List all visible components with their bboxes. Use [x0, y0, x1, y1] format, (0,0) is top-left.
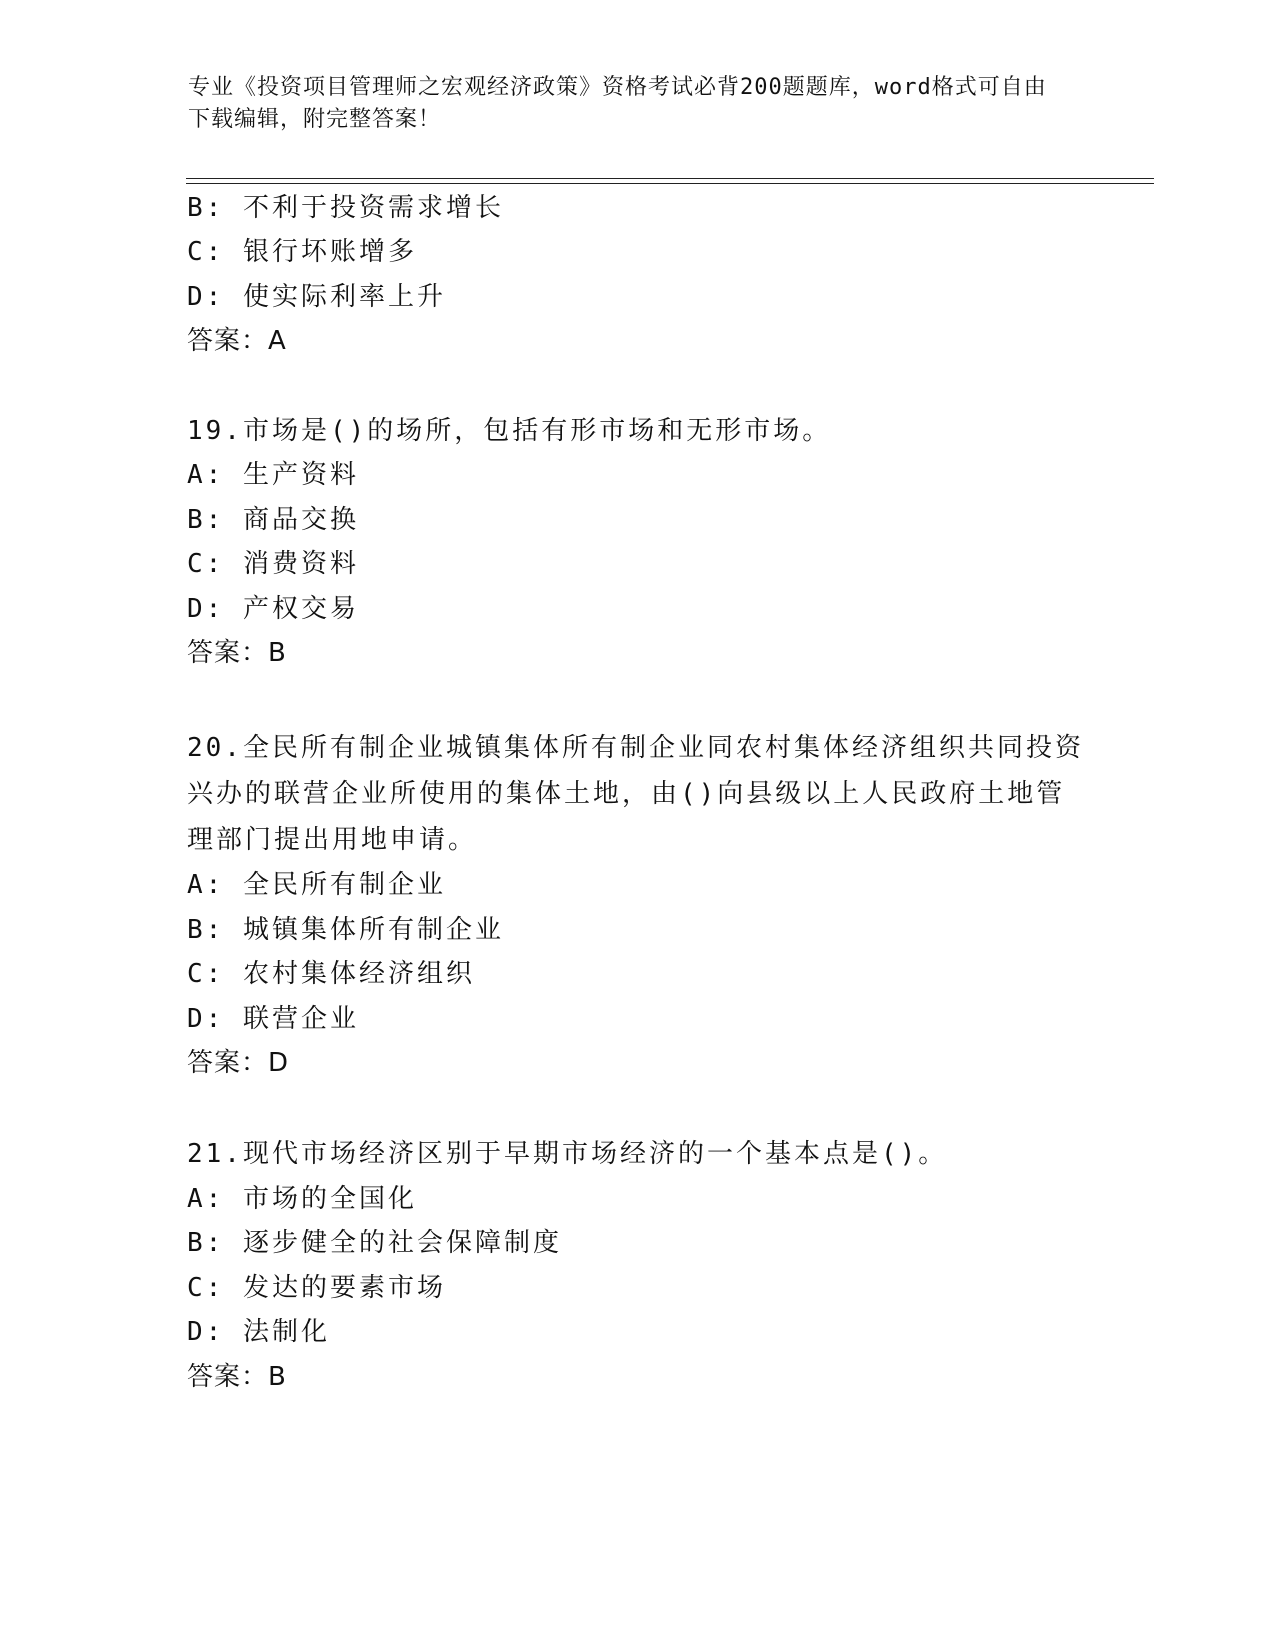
option-b: B: 不利于投资需求增长 — [187, 193, 504, 223]
question-text: 19.市场是()的场所，包括有形市场和无形市场。 — [187, 416, 832, 446]
option-b: B: 商品交换 — [187, 505, 359, 535]
option-a: A: 生产资料 — [187, 460, 359, 490]
option-a: A: 全民所有制企业 — [187, 870, 446, 900]
option-b: B: 逐步健全的社会保障制度 — [187, 1228, 562, 1258]
option-d: D: 产权交易 — [187, 594, 359, 624]
option-a: A: 市场的全国化 — [187, 1184, 417, 1214]
question-text: 21.现代市场经济区别于早期市场经济的一个基本点是()。 — [187, 1139, 948, 1169]
question-text: 20.全民所有制企业城镇集体所有制企业同农村集体经济组织共同投资兴办的联营企业所使用的集体土地，由()向县级以上人民政府土地管理部门提出用地申请。 — [187, 733, 1084, 855]
header-rule-bottom — [186, 183, 1154, 184]
answer: 答案：B — [187, 1362, 287, 1392]
option-d: D: 联营企业 — [187, 1004, 359, 1034]
option-c: C: 银行坏账增多 — [187, 237, 417, 267]
answer: 答案：A — [187, 326, 287, 356]
option-c: C: 发达的要素市场 — [187, 1273, 446, 1303]
answer: 答案：D — [187, 1048, 290, 1078]
option-c: C: 消费资料 — [187, 549, 359, 579]
option-b: B: 城镇集体所有制企业 — [187, 915, 504, 945]
header-rule-top — [186, 178, 1154, 179]
answer: 答案：B — [187, 638, 287, 668]
document-header: 专业《投资项目管理师之宏观经济政策》资格考试必背200题题库，word格式可自由下载编辑，附完整答案！ — [188, 75, 1047, 132]
option-c: C: 农村集体经济组织 — [187, 959, 475, 989]
option-d: D: 使实际利率上升 — [187, 282, 446, 312]
option-d: D: 法制化 — [187, 1317, 330, 1347]
